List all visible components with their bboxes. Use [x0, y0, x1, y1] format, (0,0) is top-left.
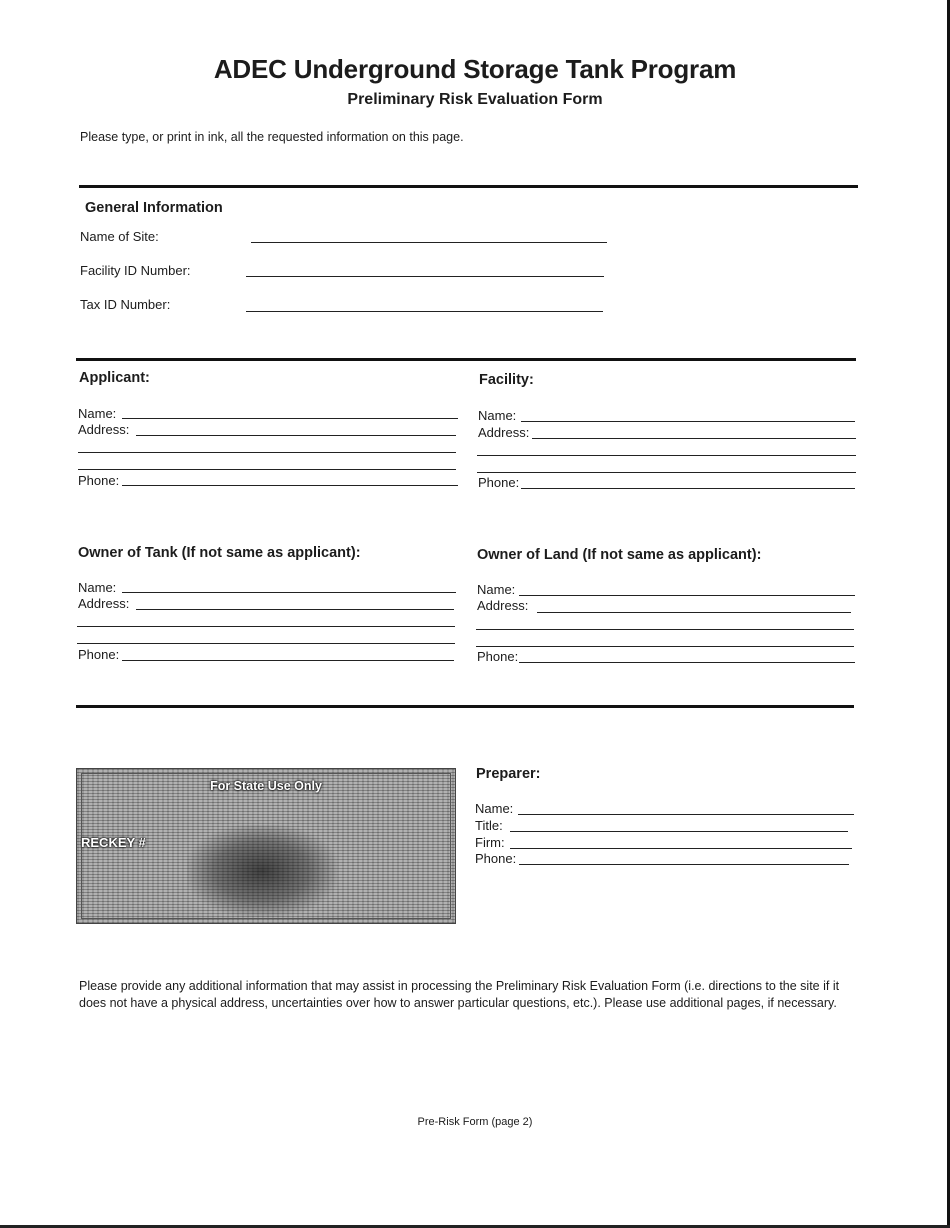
owner-land-address-field[interactable]: [537, 612, 851, 613]
reckey-label: RECKEY #: [81, 835, 146, 850]
facility-phone-label: Phone:: [478, 475, 520, 490]
applicant-address-line-3[interactable]: [78, 469, 456, 470]
preparer-name-field[interactable]: [518, 814, 854, 815]
owner-land-address-label: Address:: [477, 598, 529, 613]
facility-phone-field[interactable]: [521, 488, 855, 489]
page-footer: Pre-Risk Form (page 2): [417, 1116, 533, 1128]
tax-id-label: Tax ID Number:: [80, 297, 171, 312]
facility-name-label: Name:: [478, 408, 517, 423]
owner-tank-phone-label: Phone:: [78, 647, 120, 662]
preparer-phone-label: Phone:: [475, 851, 517, 866]
preparer-phone-field[interactable]: [519, 864, 849, 865]
applicant-phone-label: Phone:: [78, 473, 120, 488]
section-divider: [79, 185, 858, 188]
preparer-firm-field[interactable]: [510, 848, 852, 849]
owner-land-address-line-2[interactable]: [476, 629, 854, 630]
owner-land-name-label: Name:: [477, 582, 516, 597]
owner-tank-address-line-2[interactable]: [77, 626, 455, 627]
facility-address-line-2[interactable]: [477, 455, 856, 456]
owner-land-address-line-3[interactable]: [476, 646, 854, 647]
general-info-heading: General Information: [85, 200, 223, 216]
additional-info-text: Please provide any additional information that may assist in processing the Preliminary Risk Evaluation Form (i.e. directions to the site if it does not have a physical address, uncertainties over how to answer particular questions, etc.). Please use additional pages, if necessary.: [79, 979, 840, 1010]
facility-address-field[interactable]: [532, 438, 856, 439]
facility-id-field[interactable]: [246, 276, 604, 277]
state-use-box: [76, 768, 456, 924]
owner-land-phone-label: Phone:: [477, 649, 519, 664]
facility-heading: Facility:: [479, 372, 534, 388]
owner-land-phone-field[interactable]: [519, 662, 855, 663]
owner-tank-address-line-3[interactable]: [77, 643, 455, 644]
preparer-heading: Preparer:: [476, 766, 541, 782]
applicant-name-field[interactable]: [122, 418, 458, 419]
facility-address-line-3[interactable]: [477, 472, 856, 473]
facility-id-label: Facility ID Number:: [80, 263, 191, 278]
owner-tank-address-label: Address:: [78, 596, 130, 611]
site-name-label: Name of Site:: [80, 229, 159, 244]
applicant-heading: Applicant:: [79, 370, 150, 386]
applicant-address-line-2[interactable]: [78, 452, 456, 453]
owner-tank-phone-field[interactable]: [122, 660, 454, 661]
tax-id-field[interactable]: [246, 311, 603, 312]
preparer-name-label: Name:: [475, 801, 514, 816]
state-use-scan-shading: [187, 825, 337, 917]
preparer-firm-label: Firm:: [475, 835, 505, 850]
state-use-title: For State Use Only: [210, 779, 322, 793]
section-divider: [76, 358, 856, 361]
page-title: ADEC Underground Storage Tank Program: [213, 54, 737, 84]
page-subtitle: Preliminary Risk Evaluation Form: [347, 91, 603, 108]
applicant-phone-field[interactable]: [122, 485, 458, 486]
owner-tank-address-field[interactable]: [136, 609, 454, 610]
section-divider: [76, 705, 854, 708]
owner-land-heading: Owner of Land (If not same as applicant):: [477, 547, 762, 563]
facility-address-label: Address:: [478, 425, 530, 440]
owner-tank-name-label: Name:: [78, 580, 117, 595]
applicant-address-label: Address:: [78, 422, 130, 437]
applicant-address-field[interactable]: [136, 435, 456, 436]
owner-tank-heading: Owner of Tank (If not same as applicant):: [78, 545, 361, 561]
owner-land-name-field[interactable]: [519, 595, 855, 596]
preparer-title-label: Title:: [475, 818, 503, 833]
facility-name-field[interactable]: [521, 421, 855, 422]
owner-tank-name-field[interactable]: [122, 592, 456, 593]
preparer-title-field[interactable]: [510, 831, 848, 832]
instructions-text: Please type, or print in ink, all the requested information on this page.: [80, 130, 464, 144]
site-name-field[interactable]: [251, 242, 607, 243]
applicant-name-label: Name:: [78, 406, 117, 421]
